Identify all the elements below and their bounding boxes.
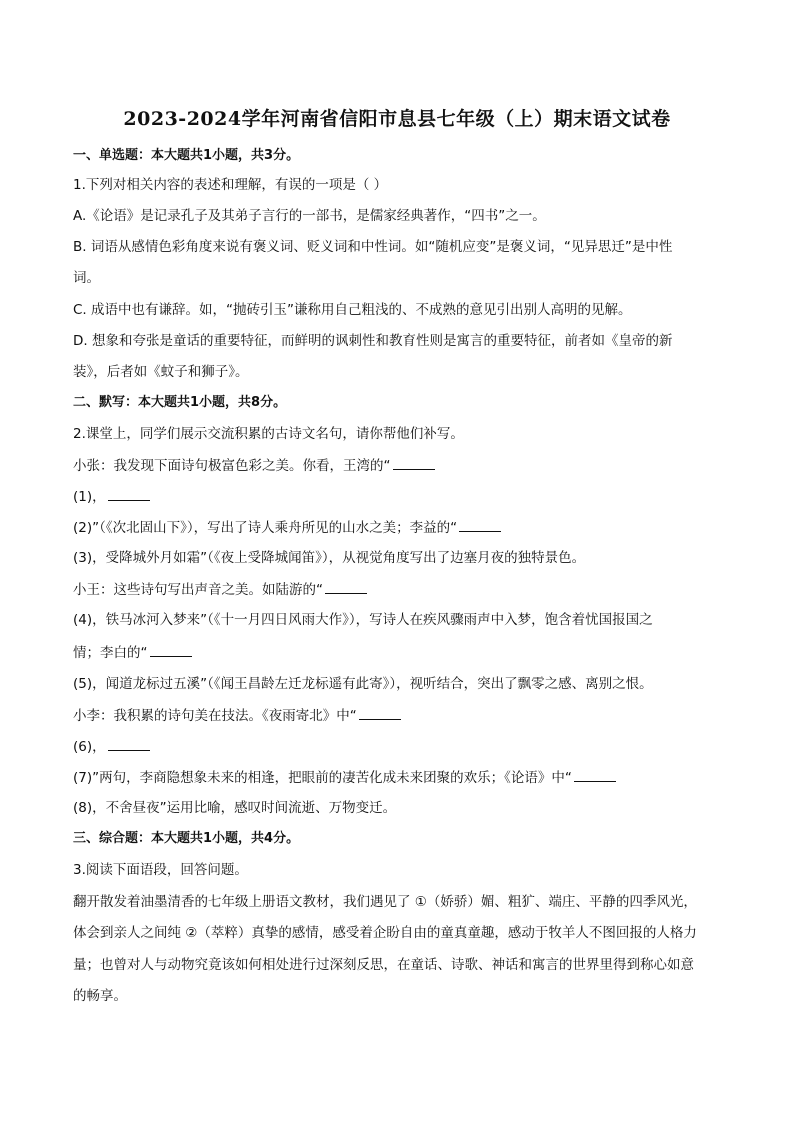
option-b-line1: B. 词语从感情色彩角度来说有褒义词、贬义词和中性词。如“随机应变”是褒义词，“见异思迁”是中性 — [73, 239, 673, 255]
option-c: C. 成语中也有谦辞。如，“抛砖引玉”谦称用自己粗浅的、不成熟的意见引出别人高明的见解。 — [73, 302, 632, 318]
answer-blank[interactable] — [108, 486, 150, 501]
question-3: 3.阅读下面语段，回答问题。 — [73, 862, 248, 878]
dictation-text: (6)， — [73, 739, 106, 755]
passage-line-2: 体会到亲人之间纯 ②（萃粹）真挚的感情，感受着企盼自由的童真童趣，感动于牧羊人不图回报的人格力 — [73, 925, 697, 941]
dictation-line-3 — [73, 517, 723, 538]
dictation-line-7 — [73, 642, 723, 663]
dictation-line-9 — [73, 705, 723, 726]
option-d-line2: 装》，后者如《蚊子和狮子》。 — [73, 364, 249, 380]
section-heading-2: 二、默写：本大题共1小题，共8分。 — [73, 395, 287, 410]
dictation-line-8: (5)，闻道龙标过五溪”（《闻王昌龄左迁龙标遥有此寄》），视听结合，突出了飘零之感、离别之恨。 — [73, 676, 653, 692]
passage-line-1: 翻开散发着油墨清香的七年级上册语文教材，我们遇见了 ①（娇骄）媚、粗犷、端庄、平静的四季风光， — [73, 894, 697, 910]
dictation-text: 情；李白的“ — [73, 645, 148, 661]
section-heading-1: 一、单选题：本大题共1小题，共3分。 — [73, 148, 300, 163]
answer-blank[interactable] — [108, 736, 150, 751]
answer-blank[interactable] — [574, 767, 616, 782]
dictation-line-10 — [73, 736, 723, 757]
answer-blank[interactable] — [325, 579, 367, 594]
passage-line-4: 的畅享。 — [73, 988, 127, 1004]
passage-line-3: 量；也曾对人与动物究竟该如何相处进行过深刻反思，在童话、诗歌、神话和寓言的世界里得到称心如意 — [73, 957, 694, 973]
dictation-text: 小张：我发现下面诗句极富色彩之美。你看，王湾的“ — [73, 458, 391, 474]
dictation-line-11 — [73, 767, 723, 788]
dictation-text: (2)”（《次北固山下》），写出了诗人乘舟所见的山水之美；李益的“ — [73, 520, 458, 536]
question-1: 1.下列对相关内容的表述和理解，有误的一项是（ ） — [73, 177, 388, 193]
dictation-text: (7)”两句，李商隐想象未来的相逢，把眼前的凄苦化成未来团聚的欢乐；《论语》中“ — [73, 770, 572, 786]
dictation-line-6: (4)，铁马冰河入梦来”（《十一月四日风雨大作》），写诗人在疾风骤雨声中入梦，饱含着忧国报国之 — [73, 612, 653, 628]
answer-blank[interactable] — [459, 517, 501, 532]
dictation-line-12: (8)，不舍昼夜”运用比喻，感叹时间流逝、万物变迁。 — [73, 800, 397, 816]
dictation-text: 小王：这些诗句写出声音之美。如陆游的“ — [73, 582, 323, 598]
option-a: A.《论语》是记录孔子及其弟子言行的一部书，是儒家经典著作，“四书”之一。 — [73, 208, 546, 224]
answer-blank[interactable] — [359, 705, 401, 720]
option-d-line1: D. 想象和夸张是童话的重要特征，而鲜明的讽刺性和教育性则是寓言的重要特征，前者如《皇帝的新 — [73, 333, 673, 349]
dictation-text: (1)， — [73, 489, 106, 505]
option-b-line2: 词。 — [73, 270, 100, 286]
dictation-line-5 — [73, 579, 723, 600]
answer-blank[interactable] — [150, 642, 192, 657]
dictation-line-1 — [73, 455, 723, 476]
dictation-line-4: (3)，受降城外月如霜”（《夜上受降城闻笛》），从视觉角度写出了边塞月夜的独特景色。 — [73, 550, 586, 566]
answer-blank[interactable] — [393, 455, 435, 470]
dictation-line-2 — [73, 486, 723, 507]
question-2: 2.课堂上，同学们展示交流积累的古诗文名句，请你帮他们补写。 — [73, 426, 464, 442]
dictation-text: 小李：我积累的诗句美在技法。《夜雨寄北》中“ — [73, 708, 357, 724]
section-heading-3: 三、综合题：本大题共1小题，共4分。 — [73, 831, 300, 846]
page-title: 2023-2024学年河南省信阳市息县七年级（上）期末语文试卷 — [123, 108, 671, 130]
